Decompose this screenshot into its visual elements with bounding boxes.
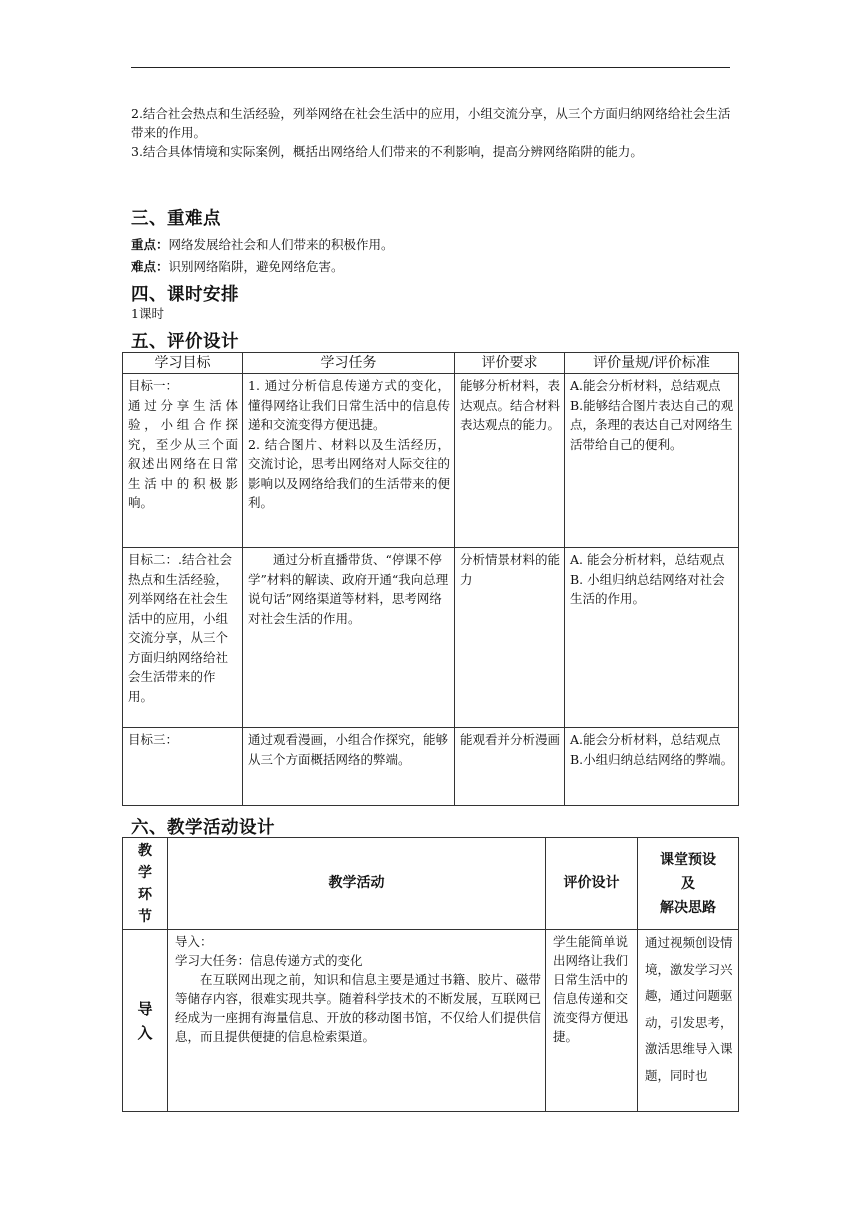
section-5-title: 五、评价设计 [131, 332, 239, 352]
col-header-prep [638, 838, 739, 930]
goal-cell: 目标三： [123, 728, 243, 806]
activity-paragraph: 在互联网出现之前，知识和信息主要是通过书籍、胶片、磁带等储存内容，很难实现共享。随着科学技术的不断发展，互联网已经成为一座拥有海量信息、开放的移动图书馆，不仅给人们提供信息，而且提供便捷的信息检索渠道。 [175, 972, 541, 1044]
evaluation-row [123, 728, 739, 806]
stage-cell: 导入 [123, 930, 168, 1112]
key-point-label: 重点： [131, 237, 169, 252]
task-cell: 1. 通过分析信息传递方式的变化，懂得网络让我们日常生活中的信息传递和交流变得方便迅捷。 2. 结合图片、材料以及生活经历，交流讨论，思考出网络对人际交往的影响以及网络给我们的生活带来的便利。 [243, 374, 455, 548]
key-point-text: 网络发展给社会和人们带来的积极作用。 [168, 237, 394, 252]
prep-header-line-3: 解决思路 [660, 899, 716, 916]
evaluation-row [123, 548, 739, 728]
goals-list [131, 104, 741, 161]
requirement-cell: 能观看并分析漫画 [455, 728, 565, 806]
difficult-point-label: 难点： [131, 259, 169, 274]
header-rule [131, 67, 730, 68]
standard-cell: A. 能会分析材料，总结观点 B. 小组归纳总结网络对社会生活的作用。 [565, 548, 739, 728]
col-header-activity: 教学活动 [168, 838, 546, 930]
activity-header-row [123, 838, 739, 930]
class-hours: 1课时 [131, 306, 164, 321]
goal-cell: 目标二：.结合社会热点和生活经验，列举网络在社会生活中的应用，小组交流分享，从三个方面归纳网络给社会生活带来的作用。 [123, 548, 243, 728]
section-6-title: 六、教学活动设计 [131, 818, 275, 838]
col-header-task: 学习任务 [243, 353, 455, 374]
difficult-point-text: 识别网络陷阱，避免网络危害。 [168, 259, 344, 274]
standard-cell: A.能会分析材料，总结观点 B.能够结合图片表达自己的观点，条理的表达自己对网络生活带给自己的便利。 [565, 374, 739, 548]
activity-row [123, 930, 739, 1112]
standard-cell: A.能会分析材料，总结观点 B.小组归纳总结网络的弊端。 [565, 728, 739, 806]
prep-header-line-2: 及 [681, 875, 695, 892]
activity-cell [168, 930, 546, 1112]
prep-header-line-1: 课堂预设 [660, 851, 716, 868]
section-4-title: 四、课时安排 [131, 285, 239, 305]
task-cell: 通过分析直播带货、“停课不停学”材料的解读、政府开通“我向总理说句话”网络渠道等材料，思考网络对社会生活的作用。 [243, 548, 455, 728]
prep-cell: 通过视频创设情境，激发学习兴趣，通过问题驱动，引发思考，激活思维导入课题，同时也 [638, 930, 739, 1112]
goal-item-3: 3.结合具体情境和实际案例，概括出网络给人们带来的不利影响，提高分辨网络陷阱的能力。 [131, 144, 643, 159]
col-header-eval: 评价设计 [546, 838, 638, 930]
col-header-goal: 学习目标 [123, 353, 243, 374]
requirement-cell: 能够分析材料，表达观点。结合材料表达观点的能力。 [455, 374, 565, 548]
eval-cell: 学生能简单说出网络让我们日常生活中的信息传递和交流变得方便迅捷。 [546, 930, 638, 1112]
goal-cell: 目标一： 通过分享生活体验，小组合作探究，至少从三个面叙述出网络在日常生活中的积极影响。 [123, 374, 243, 548]
evaluation-row [123, 374, 739, 548]
section-3-title: 三、重难点 [131, 209, 221, 229]
col-header-standard: 评价量规/评价标准 [565, 353, 739, 374]
col-header-stage: 教学环节 [123, 838, 168, 930]
activity-line: 学习大任务：信息传递方式的变化 [175, 953, 363, 968]
task-cell: 通过观看漫画，小组合作探究，能够从三个方面概括网络的弊端。 [243, 728, 455, 806]
requirement-cell: 分析情景材料的能力 [455, 548, 565, 728]
activity-table [122, 837, 739, 1112]
evaluation-header-row [123, 353, 739, 374]
evaluation-table [122, 352, 739, 806]
difficult-point [131, 258, 344, 276]
col-header-requirement: 评价要求 [455, 353, 565, 374]
activity-line: 导入： [175, 934, 213, 949]
key-point [131, 236, 394, 254]
goal-item-2: 2.结合社会热点和生活经验，列举网络在社会生活中的应用，小组交流分享，从三个方面归纳网络给社会生活带来的作用。 [131, 106, 731, 140]
